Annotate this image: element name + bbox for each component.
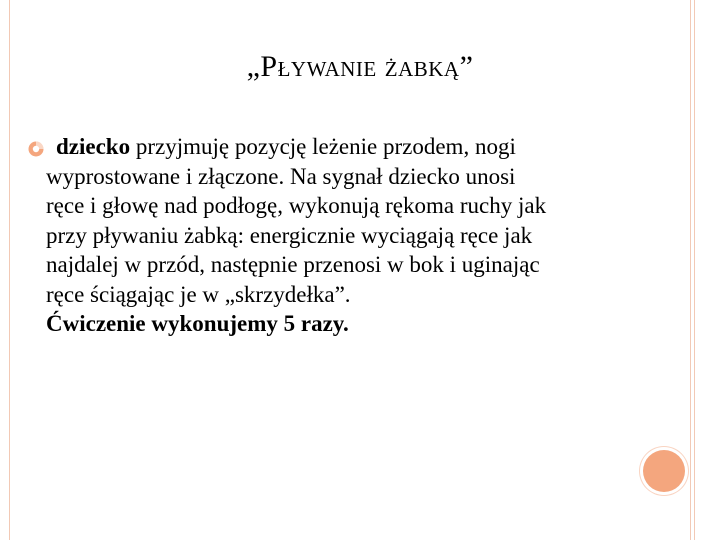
paragraph-line-4: przy pływaniu żabką: energicznie wyciągają ręce jak: [46, 222, 533, 248]
paragraph-line-3: ręce i głowę nad podłogę, wykonują rękoma ruchy jak: [46, 193, 547, 218]
slide-title: [0, 50, 720, 84]
paragraph-closing-bold: Ćwiczenie wykonujemy 5 razy.: [46, 311, 349, 336]
bullet-paragraph: [46, 132, 666, 339]
bullet-icon: [28, 141, 44, 157]
paragraph-line-1-rest: przyjmuję pozycję leżenie przodem, nogi: [130, 134, 516, 159]
title-text: Pływanie żabką: [260, 50, 460, 83]
paragraph-closing: [46, 309, 666, 339]
paragraph-line-5: najdalej w przód, następnie przenosi w bok i uginając: [46, 252, 540, 277]
title-open-quote: „: [246, 50, 261, 83]
paragraph-line-2: wyprostowane i złączone. Na sygnał dziecko unosi: [46, 163, 516, 189]
paragraph-line-1: [46, 132, 666, 162]
decorative-circle: [643, 450, 685, 492]
paragraph-bold-lead: dziecko: [56, 134, 131, 159]
title-close-quote: ”: [459, 50, 474, 83]
paragraph-line-6: ręce ściągając je w „skrzydełka”.: [46, 281, 351, 307]
